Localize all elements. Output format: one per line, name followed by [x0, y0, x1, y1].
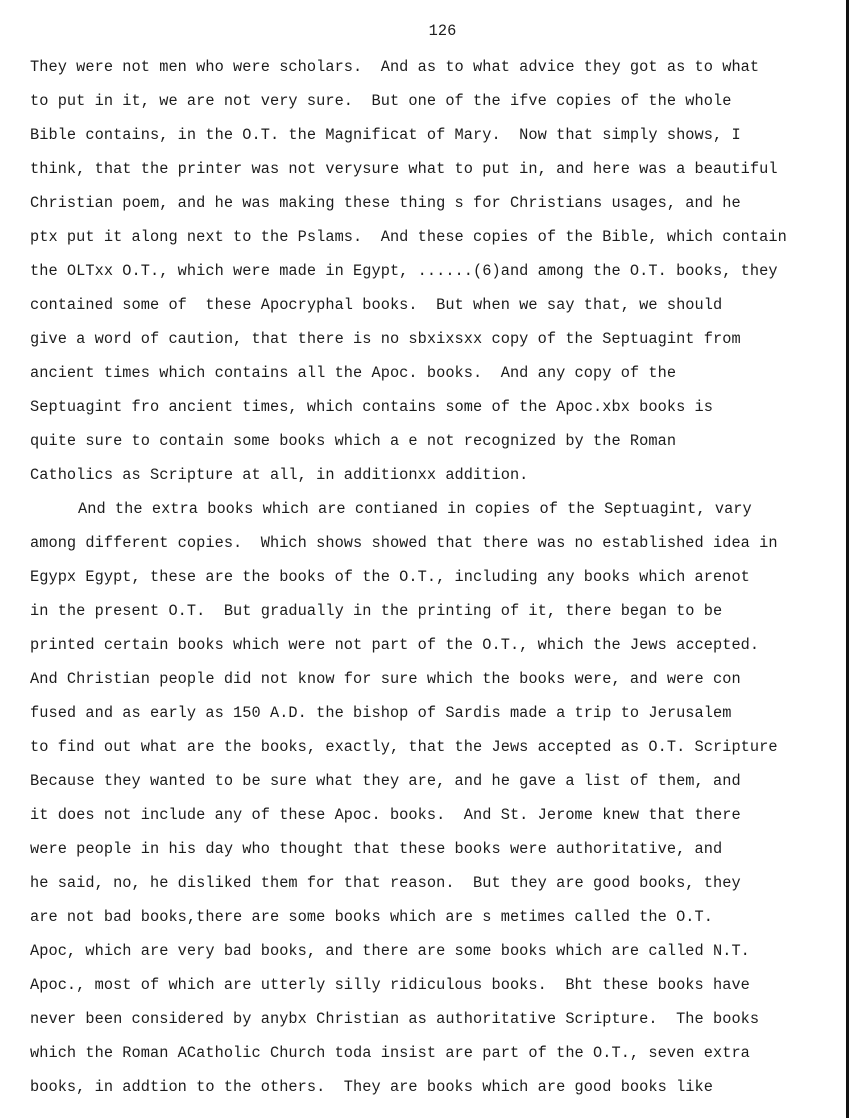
text-line: in the present O.T. But gradually in the printing of it, there began to be — [30, 602, 723, 620]
text-line: Because they wanted to be sure what they are, and he gave a list of them, and — [30, 772, 741, 790]
text-line: books, in addtion to the others. They are books which are good books like — [30, 1078, 713, 1096]
text-line: quite sure to contain some books which a e not recognized by the Roman — [30, 432, 677, 450]
text-line: And Christian people did not know for sure which the books were, and were con — [30, 670, 741, 688]
text-line: never been considered by anybx Christian as authoritative Scripture. The books — [30, 1010, 760, 1028]
page-body — [30, 55, 845, 1109]
text-line: Bible contains, in the O.T. the Magnificat of Mary. Now that simply shows, I — [30, 126, 741, 144]
text-line: were people in his day who thought that these books were authoritative, and — [30, 840, 723, 858]
text-line: Egypx Egypt, these are the books of the O.T., including any books which arenot — [30, 568, 750, 586]
text-line: he said, no, he disliked them for that reason. But they are good books, they — [30, 874, 741, 892]
paragraph-first-line: And the extra books which are contianed in copies of the Septuagint, vary — [78, 500, 752, 518]
text-line: ptx put it along next to the Pslams. And these copies of the Bible, which contain — [30, 228, 787, 246]
text-line: are not bad books,there are some books which are s metimes called the O.T. — [30, 908, 713, 926]
text-line: think, that the printer was not verysure what to put in, and here was a beautiful — [30, 160, 778, 178]
page-number: 126 — [428, 22, 457, 40]
text-line: Apoc, which are very bad books, and there are some books which are called N.T. — [30, 942, 750, 960]
text-line: to find out what are the books, exactly, that the Jews accepted as O.T. Scripture — [30, 738, 778, 756]
text-line: which the Roman ACatholic Church toda insist are part of the O.T., seven extra — [30, 1044, 750, 1062]
text-line: They were not men who were scholars. And as to what advice they got as to what — [30, 58, 760, 76]
text-line: among different copies. Which shows showed that there was no established idea in — [30, 534, 778, 552]
text-line: it does not include any of these Apoc. books. And St. Jerome knew that there — [30, 806, 741, 824]
text-line: Christian poem, and he was making these thing s for Christians usages, and he — [30, 194, 741, 212]
text-line: ancient times which contains all the Apoc. books. And any copy of the — [30, 364, 677, 382]
text-line: contained some of these Apocryphal books. But when we say that, we should — [30, 296, 723, 314]
text-line: fused and as early as 150 A.D. the bishop of Sardis made a trip to Jerusalem — [30, 704, 732, 722]
text-line: printed certain books which were not part of the O.T., which the Jews accepted. — [30, 636, 760, 654]
text-line: the OLTxx O.T., which were made in Egypt, ......(6)and among the O.T. books, they — [30, 262, 778, 280]
text-line: Catholics as Scripture at all, in additionxx addition. — [30, 466, 529, 484]
text-line: to put in it, we are not very sure. But one of the ifve copies of the whole — [30, 92, 732, 110]
text-line: Apoc., most of which are utterly silly ridiculous books. Bht these books have — [30, 976, 750, 994]
text-line: give a word of caution, that there is no sbxixsxx copy of the Septuagint from — [30, 330, 741, 348]
text-line: Septuagint fro ancient times, which contains some of the Apoc.xbx books is — [30, 398, 713, 416]
